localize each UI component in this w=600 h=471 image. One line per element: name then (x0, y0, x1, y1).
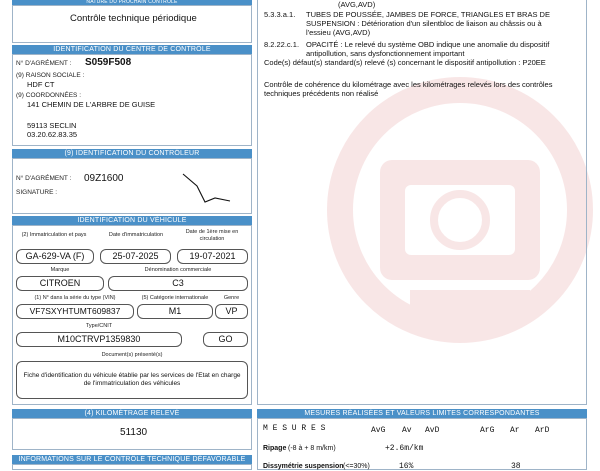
controleur-agrement-label: N° D'AGRÉMENT : (16, 175, 72, 182)
date-mise-caption: Date de 1ère mise en circulation (185, 229, 239, 242)
type-caption: Type/CNIT (85, 323, 113, 329)
controleur-section-head: (9) IDENTIFICATION DU CONTRÔLEUR (12, 149, 252, 158)
genre-value: VP (215, 304, 248, 319)
col-ard: ArD (535, 426, 550, 435)
centre-coord-label: (9) COORDONNÉES : (16, 92, 82, 99)
denom-caption: Dénomination commerciale (144, 267, 212, 273)
mesures-header-label: M E S U R E S (263, 424, 326, 433)
defect-code-2: 8.2.22.c.1. (264, 40, 300, 49)
controleur-agrement-value: 09Z1600 (84, 173, 124, 184)
ripage-limit: (-8 à + 8 m/km) (288, 445, 336, 452)
immat-caption: (2) Immatriculation et pays (21, 232, 87, 238)
nature-section-head: NATURE DU PROCHAIN CONTRÔLE (12, 0, 252, 5)
centre-raison-value: HDF CT (27, 80, 55, 89)
centre-address-line2: 59113 SECLIN (27, 121, 77, 130)
col-avd: AvD (425, 426, 440, 435)
coherence-text: Contrôle de cohérence du kilométrage avec les kilométrages relevés lors des contrôles techniques précédents non réalisé (264, 80, 553, 98)
bottom-left-box (12, 464, 252, 470)
km-section-head: (4) KILOMÉTRAGE RELEVÉ (12, 409, 252, 418)
centre-address-line1: 141 CHEMIN DE L'ARBRE DE GUISE (27, 100, 156, 109)
defect-text-2b: antipollution, sans dysfonctionnement important (306, 49, 465, 58)
marque-caption: Marque (50, 267, 70, 273)
km-value: 51130 (120, 427, 148, 438)
defect-code-3: Code(s) défaut(s) standard(s) relevé (s) concernant le dispositif antipollution : P20EE (264, 58, 546, 67)
docs-value: Fiche d'identification du véhicule établie par les services de l'Etat en charge de l'immatriculation des véhicules (16, 361, 248, 399)
defect-code-1: 5.3.3.a.1. (264, 10, 296, 19)
categorie-caption: (5) Catégorie internationale (141, 295, 209, 301)
ripage-av-value: +2.6m/km (385, 444, 424, 453)
bottom-left-section-head: INFORMATIONS SUR LE CONTRÔLE TECHNIQUE DÉFAVORABLE (12, 455, 252, 464)
defect-text-1b: SUSPENSION : Détérioration d'un silentbloc de liaison au châssis ou à (306, 19, 542, 28)
date-mise-value: 19-07-2021 (177, 249, 248, 264)
signature-label: SIGNATURE : (16, 189, 58, 196)
dissym-label: Dissymétrie suspension (263, 463, 344, 470)
vehicule-section-head: IDENTIFICATION DU VÉHICULE (12, 216, 252, 225)
defect-text-2a: OPACITÉ : Le relevé du système OBD indique une anomalie du dispositif (306, 40, 550, 49)
defect-line0: (AVG,AVD) (338, 0, 376, 9)
type-value: M10CTRVP1359830 (16, 332, 182, 347)
denom-value: C3 (108, 276, 248, 291)
genre-caption: Genre (223, 295, 240, 301)
defect-text-1c: l'essieu (AVG,AVD) (306, 28, 371, 37)
vin-caption: (1) N° dans la série du type (VIN) (34, 295, 116, 301)
col-arg: ArG (480, 426, 495, 435)
centre-raison-label: (9) RAISON SOCIALE : (16, 72, 85, 79)
dissym-ar-value: 38 (511, 462, 521, 471)
dissym-av-value: 16% (399, 462, 414, 471)
signature-scribble (175, 168, 235, 208)
centre-section-head: IDENTIFICATION DU CENTRE DE CONTRÔLE (12, 45, 252, 54)
centre-agrement-label: N° D'AGRÉMENT : (16, 60, 72, 67)
energie-value: GO (203, 332, 248, 347)
date-immat-value: 25-07-2025 (100, 249, 171, 264)
col-av: Av (402, 426, 412, 435)
nature-value: Contrôle technique périodique (70, 13, 197, 24)
centre-agrement-value: S059F508 (85, 57, 132, 68)
mesures-section-head: MESURES RÉALISÉES ET VALEURS LIMITES CORRESPONDANTES (257, 409, 587, 418)
categorie-value: M1 (137, 304, 213, 319)
immat-value: GA-629-VA (F) (16, 249, 94, 264)
vin-value: VF7SXYHTUMT609837 (16, 304, 134, 319)
date-immat-caption: Date d'immatriculation (108, 232, 164, 238)
nature-box (12, 5, 252, 43)
marque-value: CITROEN (16, 276, 104, 291)
col-ar: Ar (510, 426, 520, 435)
defect-text-1a: TUBES DE POUSSÉE, JAMBES DE FORCE, TRIANGLES ET BRAS DE (306, 10, 550, 19)
ripage-label: Ripage (263, 445, 287, 452)
dissym-limit: (<=30%) (343, 463, 370, 470)
col-avg: AvG (371, 426, 386, 435)
docs-caption: Document(s) présenté(s) (101, 352, 163, 358)
centre-phone: 03.20.62.83.35 (27, 130, 78, 139)
